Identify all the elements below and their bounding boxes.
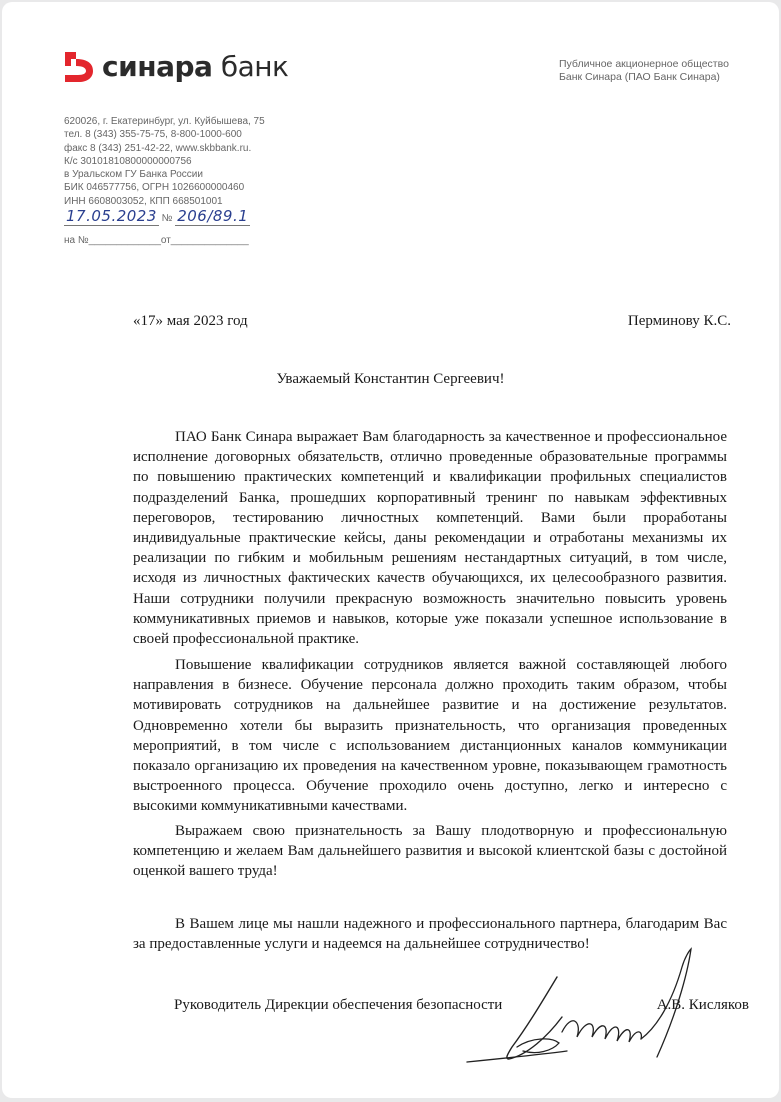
- body-paragraph: Выражаем свою признательность за Вашу плодотворную и профессиональную компетенцию и желаем Вам дальнейшего развития и высокой клиентской базы с достойной оценкой вашего труда!: [133, 823, 727, 880]
- body-paragraph: В Вашем лице мы нашли надежного и профессионального партнера, благодарим Вас за предоставленные услуги и надеемся на дальнейшее сотрудничество!: [133, 916, 727, 953]
- recipient: Перминову К.С.: [627, 313, 731, 329]
- signer-name: А.В. Кисляков: [656, 997, 749, 1013]
- requisite-line: ИНН 6608003052, КПП 668501001: [64, 195, 223, 207]
- requisite-line: в Уральском ГУ Банка России: [64, 169, 203, 181]
- body-paragraph: Повышение квалификации сотрудников является важной составляющей любого направления в бизнесе. Обучение персонала должно проходить таким образом, чтобы мотивировать сотрудников на дальнейшее развитие и на достижение результатов. Одновременно хотели бы выразить признательность, что организация проведенных мероприятий, в том числе с использованием дистанционных каналов коммуникации показало организацию их проведения на качественном уровне, показывающем грамотность выстроенного процесса. Обучение проходило очень доступно, легко и интересно с высокими коммуникативными качествами.: [133, 657, 727, 815]
- incoming-reference: на №_____________от______________: [64, 235, 249, 246]
- body-paragraph: ПАО Банк Синара выражает Вам благодарность за качественное и профессиональное исполнение договорных обязательств, отлично проведенные образовательные программы по повышению практических компетенций и квалификации профильных специалистов подразделений Банка, прошедших корпоративный тренинг по навыкам эффективных переговоров, тестированию личностных компетенций. Вами были проработаны индивидуальные практические кейсы, даны рекомендации и отработаны механизмы их реализации по гибким и мобильным решениям нестандартных ситуаций, в том числе, исходя из личностных фактических качеств обучающихся, их целесообразного развития. Наши сотрудники получили прекрасную возможность значительно повысить уровень коммуникативных приемов и навыков, которые уже показали успешное использование в своей профессиональной практике.: [133, 429, 727, 648]
- brand-bold: синара: [102, 50, 213, 83]
- salutation: Уважаемый Константин Сергеевич!: [276, 371, 505, 387]
- sinara-logo-icon: [62, 50, 96, 84]
- outgoing-no: 206/89.1: [177, 207, 249, 225]
- outgoing-no-label: №: [161, 213, 173, 224]
- requisite-line: факс 8 (343) 251-42-22, www.skbbank.ru.: [64, 142, 252, 154]
- outgoing-number: [64, 207, 250, 225]
- organization-name: [559, 58, 729, 84]
- letter-date: «17» мая 2023 год: [133, 313, 248, 329]
- org-line-2: Банк Синара (ПАО Банк Синара): [559, 71, 720, 83]
- requisite-line: 620026, г. Екатеринбург, ул. Куйбышева, 75: [64, 116, 265, 127]
- requisite-line: тел. 8 (343) 355-75-75, 8-800-1000-600: [64, 129, 242, 141]
- org-line-1: Публичное акционерное общество: [559, 58, 729, 70]
- requisite-line: БИК 046577756, ОГРН 1026600000460: [64, 182, 245, 194]
- requisite-line: К/с 30101810800000000756: [64, 155, 192, 167]
- outgoing-date: 17.05.2023: [66, 207, 157, 225]
- bank-requisites: [64, 115, 265, 208]
- brand-light: банк: [220, 50, 289, 83]
- bank-wordmark: [102, 50, 289, 83]
- bank-logo: [62, 50, 288, 84]
- letter-page: [2, 2, 779, 1098]
- signatory-position: Руководитель Дирекции обеспечения безопасности: [174, 997, 503, 1013]
